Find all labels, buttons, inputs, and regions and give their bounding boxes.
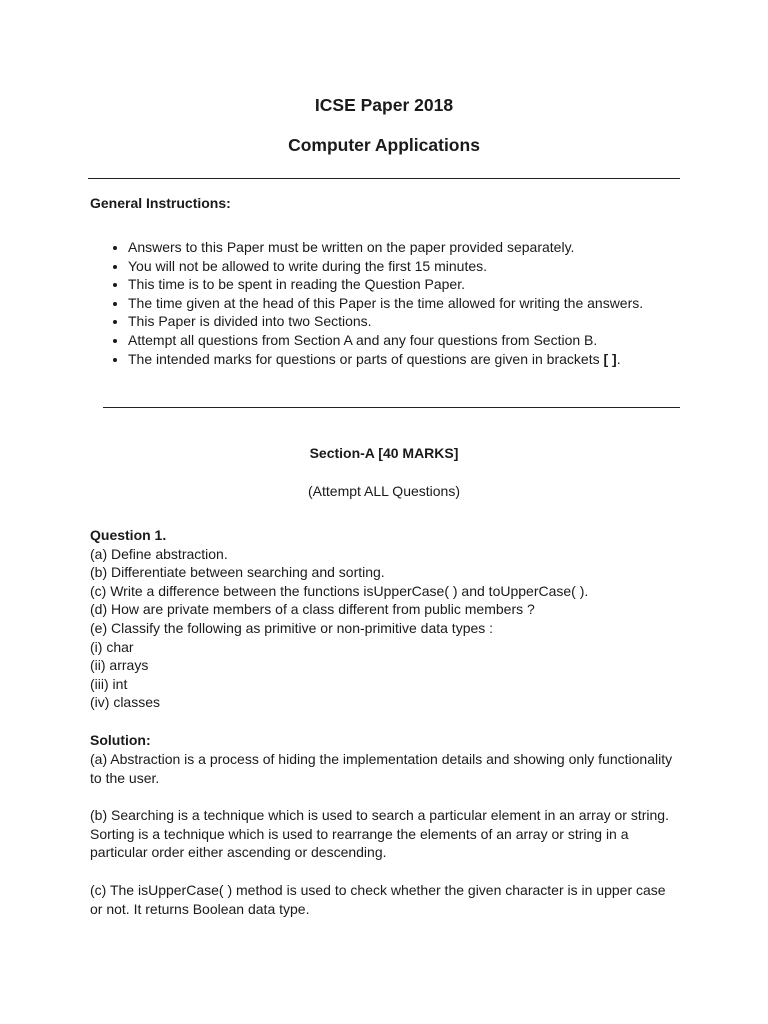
solution-c: (c) The isUpperCase( ) method is used to check whether the given character is in upper case or not. It returns Boolean data type. — [90, 882, 666, 917]
question-line: (e) Classify the following as primitive or non-primitive data types : — [90, 619, 494, 636]
question-line: (d) How are private members of a class different from public members ? — [90, 601, 535, 618]
divider-top — [88, 178, 680, 179]
solution-a: (a) Abstraction is a process of hiding the implementation details and showing only functionality to the user. — [90, 751, 673, 786]
paper-subtitle: Computer Applications — [288, 135, 480, 155]
divider-bottom — [103, 407, 680, 408]
question-line: (iii) int — [90, 675, 128, 692]
instruction-item — [128, 350, 708, 369]
paper-title: ICSE Paper 2018 — [314, 95, 454, 115]
question-line: (b) Differentiate between searching and sorting. — [90, 564, 385, 581]
instruction-item: • This time is to be spent in reading the Question Paper. — [128, 275, 708, 294]
brackets-symbol: [ ] — [603, 350, 617, 367]
question-1-heading: Question 1. — [90, 527, 167, 543]
instruction-item: • The time given at the head of this Paper is the time allowed for writing the answers. — [128, 294, 708, 313]
solution-b: (b) Searching is a technique which is used to search a particular element in an array or string. Sorting is a technique which is used to rearrange the elements of an array or string in a particular order either ascending or descending. — [90, 807, 669, 861]
section-a-note: (Attempt ALL Questions) — [308, 483, 460, 499]
solution-heading: Solution: — [90, 732, 151, 748]
instruction-item: • Answers to this Paper must be written on the paper provided separately. — [128, 238, 708, 257]
instruction-item: • Attempt all questions from Section A and any four questions from Section B. — [128, 331, 708, 350]
instruction-item: • This Paper is divided into two Sections. — [128, 312, 708, 331]
general-instructions-heading: General Instructions: — [90, 195, 231, 211]
section-a-title: Section-A [40 MARKS] — [309, 445, 459, 461]
question-line: (iv) classes — [90, 694, 161, 711]
instruction-period: . — [616, 350, 621, 367]
question-line: (a) Define abstraction. — [90, 545, 228, 562]
instruction-text: The intended marks for questions or parts of questions are given in brackets — [128, 350, 604, 367]
question-1 — [90, 526, 680, 712]
instruction-item: • You will not be allowed to write during the first 15 minutes. — [128, 257, 708, 276]
question-line: (ii) arrays — [90, 657, 149, 674]
question-line: (i) char — [90, 638, 134, 655]
question-line: (c) Write a difference between the functions isUpperCase( ) and toUpperCase( ). — [90, 582, 589, 599]
instructions-list — [90, 238, 708, 368]
